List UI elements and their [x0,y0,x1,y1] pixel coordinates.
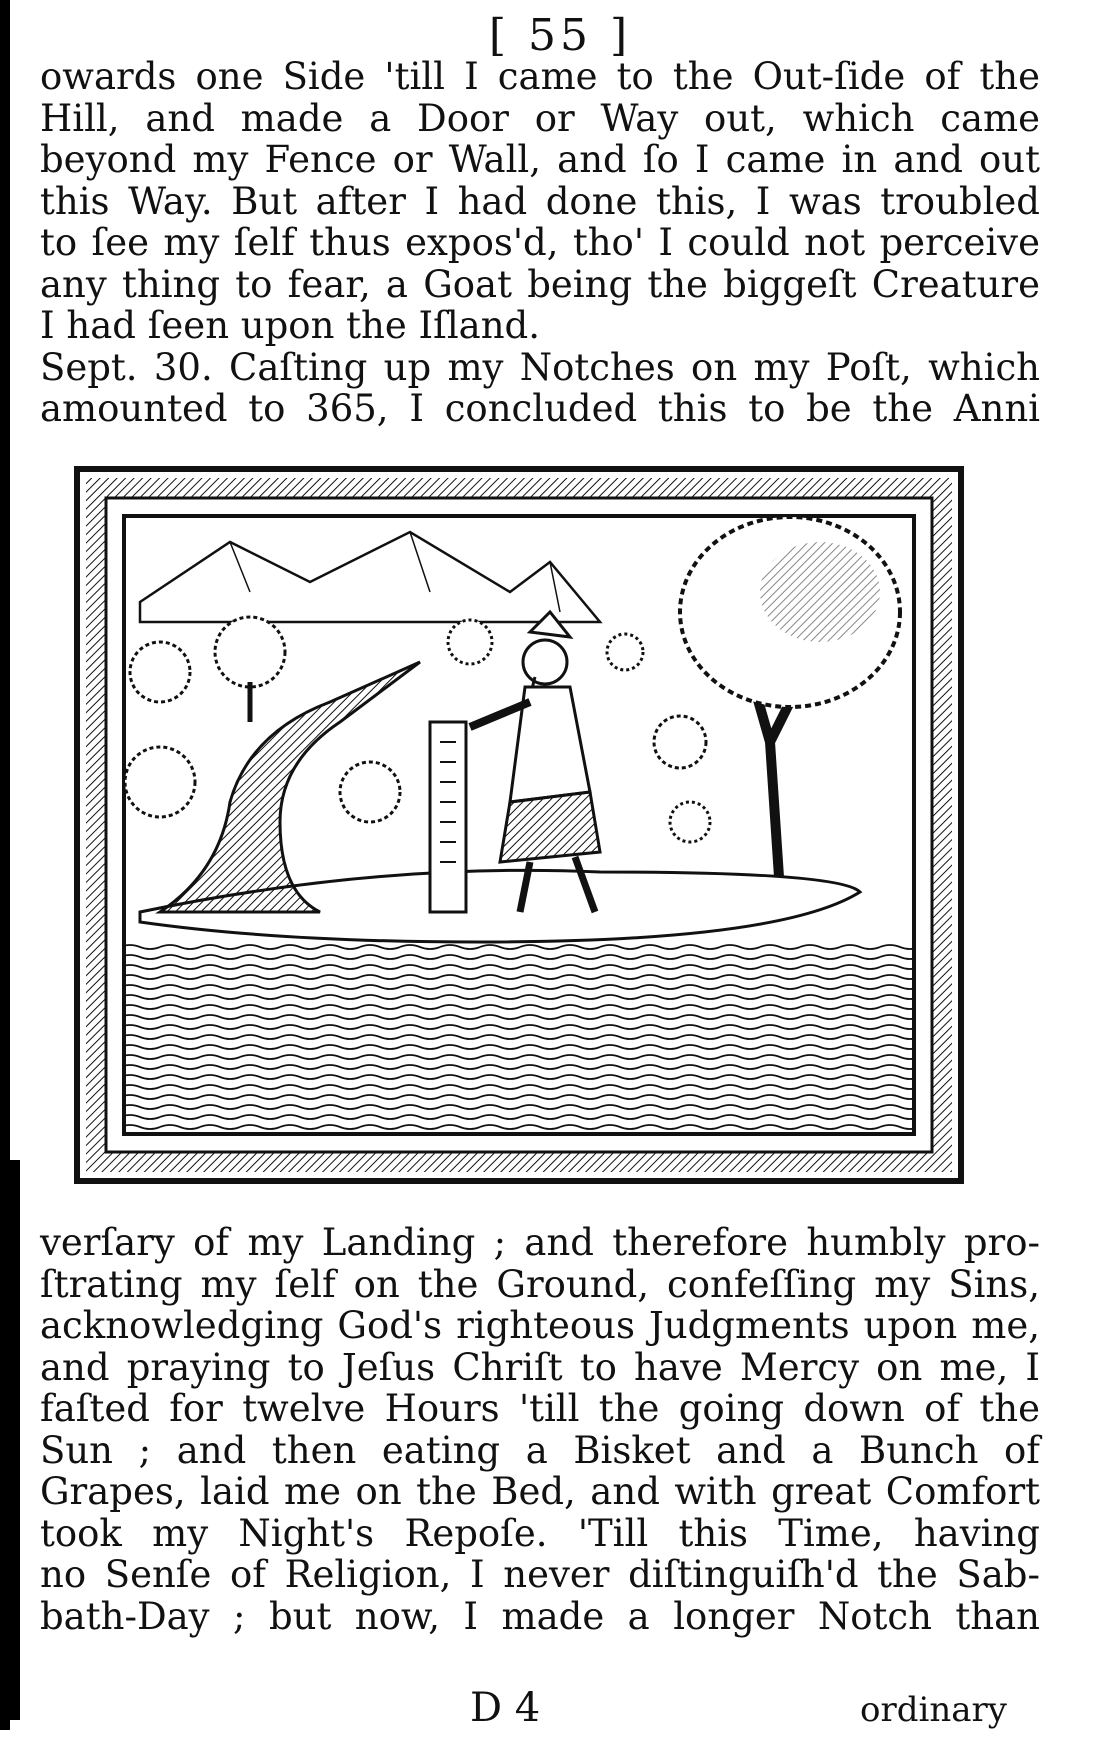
text-line: I had ſeen upon the Iſland. [40,304,541,347]
text-line: verſary of my Landing ; and therefore humbly pro- [40,1221,1040,1264]
text-line: ſtrating my ſelf on the Ground, confeſſing my Sins, [40,1262,1040,1306]
text-line: no Senſe of Religion, I never diſtinguiſh'd the Sab- [40,1553,1040,1596]
notched-post [430,722,466,912]
text-line: amounted to 365, I concluded this to be the Anni [40,387,1040,430]
text-line: this Way. But after I had done this, I was troubled [40,179,1040,223]
text-line: Grapes, laid me on the Bed, and with great Comfort [40,1470,1040,1513]
signature-mark: D 4 [470,1685,541,1731]
catchword: ordinary [860,1690,1007,1730]
text-line: to ſee my ſelf thus expos'd, tho' I could not perceive [40,221,1040,264]
text-line: any thing to fear, a Goat being the biggeſt Creature [40,262,1040,306]
top-paragraph [40,56,1040,430]
sea [126,942,912,1132]
text-line: Sun ; and then eating a Bisket and a Bunch of [40,1428,1040,1472]
text-line: owards one Side 'till I came to the Out-ſide of the [40,55,1040,98]
page-edge-shadow-lower [0,1160,20,1720]
bottom-paragraph [40,1222,1040,1637]
woodcut-scene [80,472,958,1178]
woodcut-illustration [74,466,964,1184]
text-line: beyond my Fence or Wall, and ſo I came in and out [40,138,1040,181]
text-line: acknowledging God's righteous Judgments upon me, [40,1304,1040,1347]
text-line: Hill, and made a Door or Way out, which came [40,96,1040,140]
text-line: took my Night's Repoſe. 'Till this Time, having [40,1511,1040,1555]
text-line: Sept. 30. Caſting up my Notches on my Poſt, which [40,345,1040,389]
text-line: bath-Day ; but now, I made a longer Notch than [40,1594,1040,1638]
page-header: [ 55 ] [488,10,632,61]
text-line: faſted for twelve Hours 'till the going down of the [40,1387,1040,1430]
text-line: and praying to Jeſus Chriſt to have Mercy on me, I [40,1345,1040,1389]
